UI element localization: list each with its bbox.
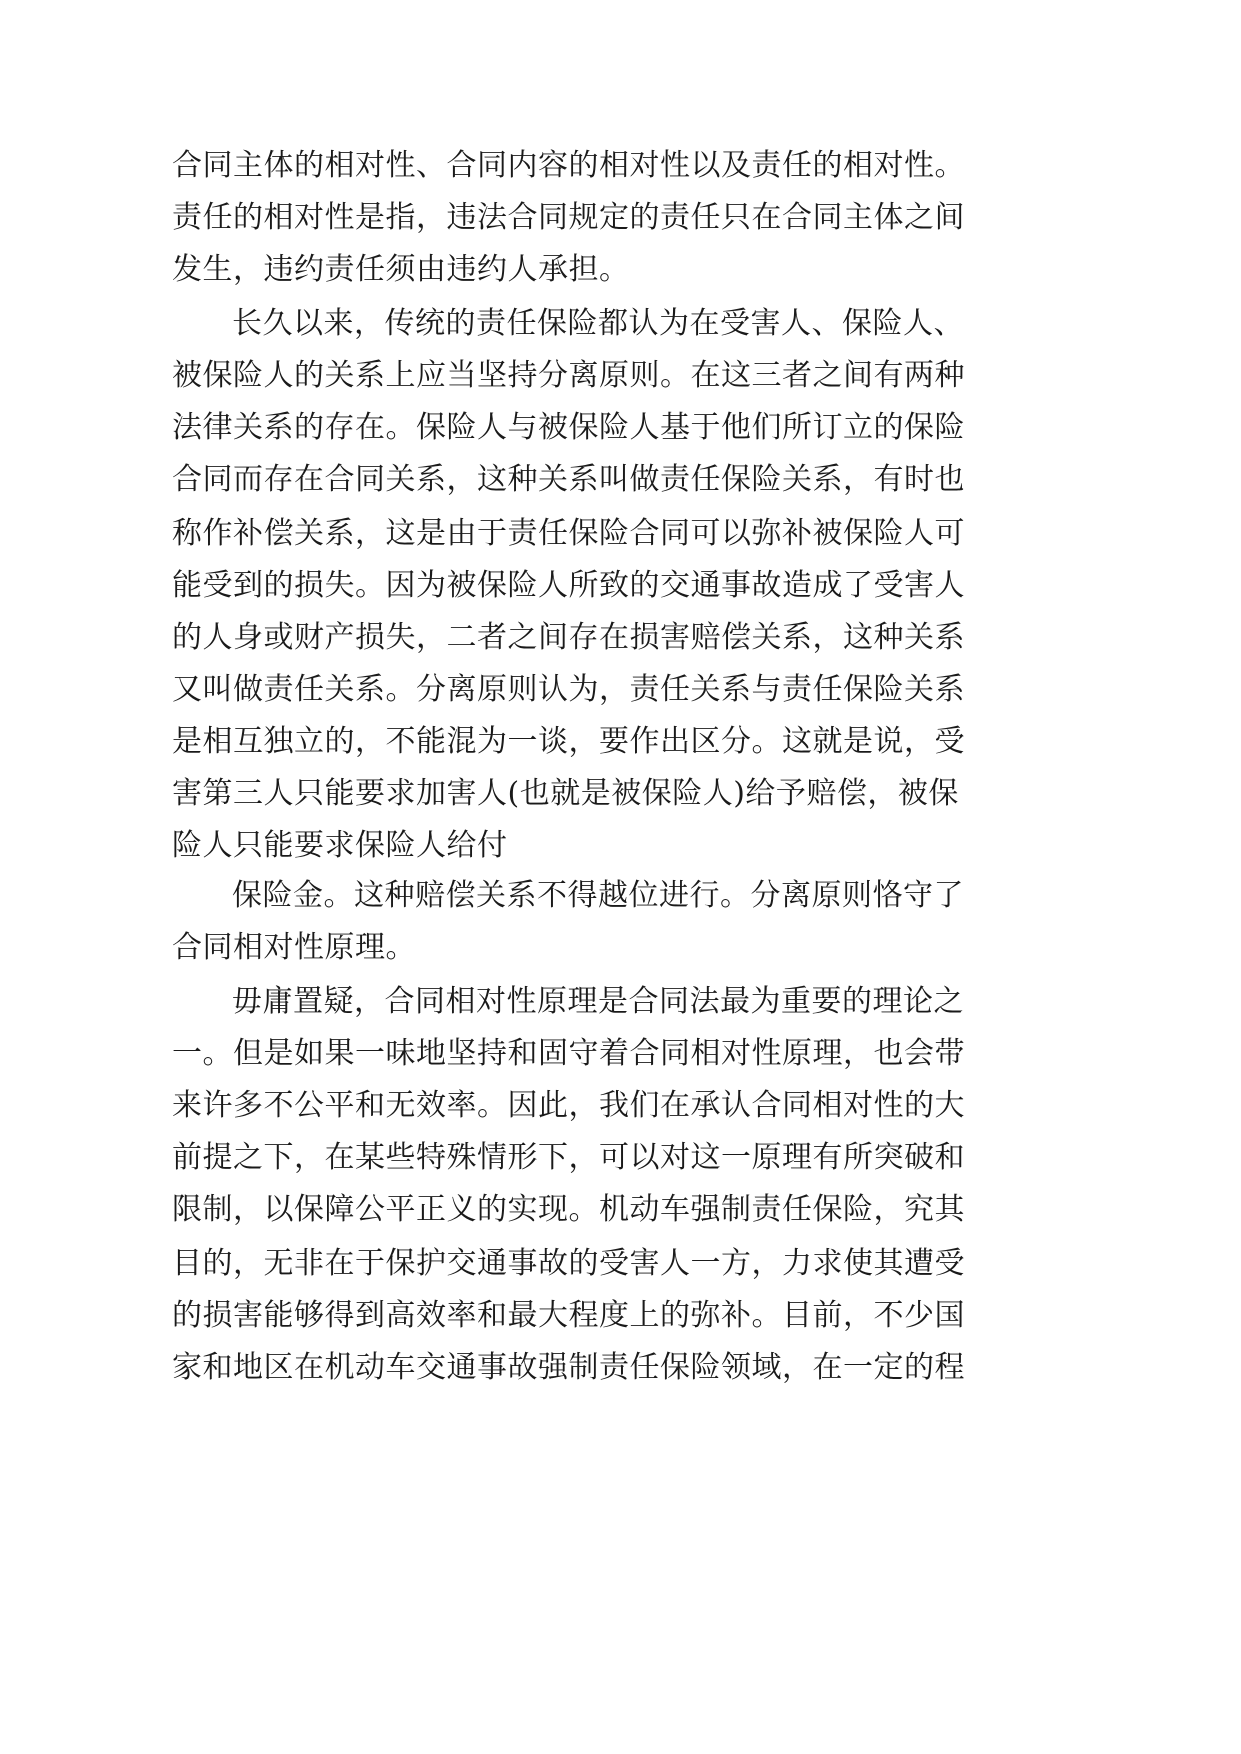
text-line: 称作补偿关系，这是由于责任保险合同可以弥补被保险人可 bbox=[172, 516, 965, 551]
text-line: 能受到的损失。因为被保险人所致的交通事故造成了受害人 bbox=[172, 568, 965, 603]
text-line: 来许多不公平和无效率。因此，我们在承认合同相对性的大 bbox=[172, 1088, 965, 1123]
text-line: 目的，无非在于保护交通事故的受害人一方，力求使其遭受 bbox=[172, 1246, 965, 1281]
text-line: 被保险人的关系上应当坚持分离原则。在这三者之间有两种 bbox=[172, 358, 965, 393]
text-line: 家和地区在机动车交通事故强制责任保险领域，在一定的程 bbox=[172, 1350, 965, 1385]
text-line: 险人只能要求保险人给付 bbox=[172, 828, 508, 863]
text-line: 合同主体的相对性、合同内容的相对性以及责任的相对性。 bbox=[172, 148, 965, 183]
text-line: 前提之下，在某些特殊情形下，可以对这一原理有所突破和 bbox=[172, 1140, 965, 1175]
paragraph-start-line: 长久以来，传统的责任保险都认为在受害人、保险人、 bbox=[232, 306, 964, 341]
text-line: 合同而存在合同关系，这种关系叫做责任保险关系，有时也 bbox=[172, 462, 965, 497]
text-line: 的损害能够得到高效率和最大程度上的弥补。目前，不少国 bbox=[172, 1298, 965, 1333]
text-line: 责任的相对性是指，违法合同规定的责任只在合同主体之间 bbox=[172, 200, 965, 235]
paragraph-start-line: 保险金。这种赔偿关系不得越位进行。分离原则恪守了 bbox=[232, 878, 964, 913]
text-line: 害第三人只能要求加害人(也就是被保险人)给予赔偿，被保 bbox=[172, 776, 959, 811]
text-line: 限制，以保障公平正义的实现。机动车强制责任保险，究其 bbox=[172, 1192, 965, 1227]
text-line: 是相互独立的，不能混为一谈，要作出区分。这就是说，受 bbox=[172, 724, 965, 759]
text-line: 一。但是如果一味地坚持和固守着合同相对性原理，也会带 bbox=[172, 1036, 965, 1071]
text-line: 法律关系的存在。保险人与被保险人基于他们所订立的保险 bbox=[172, 410, 965, 445]
text-line: 合同相对性原理。 bbox=[172, 930, 416, 965]
text-line: 又叫做责任关系。分离原则认为，责任关系与责任保险关系 bbox=[172, 672, 965, 707]
paragraph-start-line: 毋庸置疑，合同相对性原理是合同法最为重要的理论之 bbox=[232, 984, 964, 1019]
text-line: 发生，违约责任须由违约人承担。 bbox=[172, 252, 630, 287]
text-line: 的人身或财产损失，二者之间存在损害赔偿关系，这种关系 bbox=[172, 620, 965, 655]
